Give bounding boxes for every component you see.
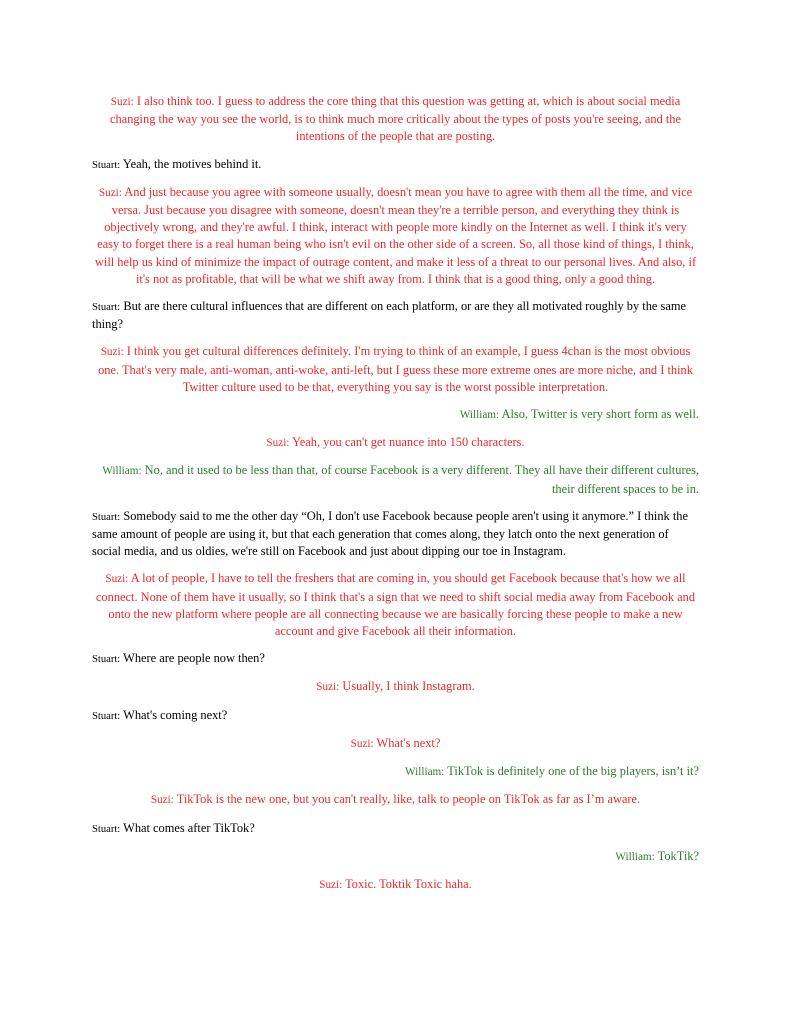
transcript-paragraph <box>92 735 699 753</box>
speaker-name: Stuart: <box>92 511 121 523</box>
utterance-text: TokTik? <box>654 848 699 863</box>
speaker-name: Suzi: <box>350 737 374 750</box>
utterance-text: Somebody said to me the other day “Oh, I don't use Facebook because people aren't using it anymore.” I think the same amount of people are using it, but that each generation that comes along, they latch onto the next generation of social media, and us oldies, we're still on Facebook and just about dipping our toe in Instagram. <box>92 508 688 559</box>
speaker-name: Stuart: <box>92 159 121 171</box>
transcript-paragraph <box>92 791 699 809</box>
speaker-name: Stuart: <box>92 710 121 722</box>
transcript-paragraph <box>92 508 699 561</box>
speaker-name: Suzi: <box>150 794 174 807</box>
speaker-name: William: <box>405 766 445 779</box>
utterance-text: TikTok is the new one, but you can't really, like, talk to people on TikTok as far as I’m aware. <box>173 792 641 807</box>
speaker-name: Stuart: <box>92 302 121 314</box>
speaker-name: Suzi: <box>100 346 124 359</box>
transcript-paragraph <box>92 298 699 333</box>
utterance-text: I think you get cultural differences definitely. I'm trying to think of an example, I guess 4chan is the most obvious one. That's very male, anti-woman, anti-woke, anti-left, but I guess these more extreme ones are more niche, and I think Twitter culture used to be that, everything you say is the worst possible interpretation. <box>98 344 693 394</box>
speaker-name: William: <box>459 409 500 422</box>
transcript-paragraph <box>92 763 699 781</box>
transcript-paragraph <box>92 876 699 894</box>
transcript-paragraph <box>92 848 699 866</box>
speaker-name: Suzi: <box>105 573 129 586</box>
speaker-name: Suzi: <box>98 186 122 199</box>
transcript-paragraph <box>92 406 699 424</box>
transcript-paragraph <box>92 184 699 288</box>
utterance-text: Toxic. Toktik Toxic haha. <box>342 876 472 891</box>
utterance-text: But are there cultural influences that are different on each platform, or are they all motivated roughly by the same thing? <box>92 299 686 332</box>
speaker-name: Suzi: <box>316 681 340 694</box>
transcript-paragraph <box>92 462 699 497</box>
transcript-paragraph <box>92 93 699 146</box>
transcript-paragraph <box>92 650 699 668</box>
speaker-name: Suzi: <box>319 878 343 891</box>
transcript-paragraph <box>92 820 699 838</box>
utterance-text: What comes after TikTok? <box>120 820 255 835</box>
utterance-text: What's coming next? <box>120 707 228 722</box>
speaker-name: Stuart: <box>92 823 121 835</box>
transcript-paragraph <box>92 570 699 640</box>
utterance-text: Where are people now then? <box>120 651 265 666</box>
utterance-text: Usually, I think Instagram. <box>339 679 475 694</box>
utterance-text: Yeah, the motives behind it. <box>120 156 262 171</box>
utterance-text: TikTok is definitely one of the big players, isn’t it? <box>444 764 699 779</box>
utterance-text: No, and it used to be less than that, of course Facebook is a very different. They all have their different cultures, their different spaces to be in. <box>141 463 699 496</box>
transcript-paragraph <box>92 434 699 452</box>
speaker-name: Suzi: <box>266 437 290 450</box>
transcript-page <box>92 93 699 904</box>
transcript-paragraph <box>92 678 699 696</box>
utterance-text: And just because you agree with someone usually, doesn't mean you have to agree with them all the time, and vice versa. Just because you disagree with someone, doesn't mean they're a terrible person, and everything they think is objectively wrong, and they're awful. I think, interact with people more kindly on the Internet as well. I think it's very easy to forget there is a real human being who isn't evil on the other side of a screen. So, all those kind of things, I think, will help us kind of minimize the impact of outrage content, and make it less of a threat to our personal lives. And also, if it's not as profitable, that will be what we shift away from. I think that is a good thing, only a good thing. <box>94 184 697 286</box>
speaker-name: William: <box>615 850 655 863</box>
transcript-paragraph <box>92 707 699 725</box>
utterance-text: What's next? <box>373 735 441 750</box>
utterance-text: I also think too. I guess to address the core thing that this question was getting at, which is about social media changing the way you see the world, is to think much more critically about the types of posts you're seeing, and the intentions of the people that are posting. <box>109 94 682 144</box>
speaker-name: William: <box>102 465 142 478</box>
utterance-text: Also, Twitter is very short form as well. <box>499 407 699 422</box>
transcript-paragraph <box>92 156 699 174</box>
speaker-name: Stuart: <box>92 654 121 666</box>
utterance-text: Yeah, you can't get nuance into 150 characters. <box>289 435 525 450</box>
utterance-text: A lot of people, I have to tell the freshers that are coming in, you should get Facebook because that's how we all connect. None of them have it usually, so I think that's a sign that we need to shift social media away from Facebook and onto the new platform where people are all connecting because we are basically forcing these people to make a new account and give Facebook all their information. <box>95 571 696 639</box>
transcript-paragraph <box>92 343 699 396</box>
speaker-name: Suzi: <box>110 96 134 108</box>
